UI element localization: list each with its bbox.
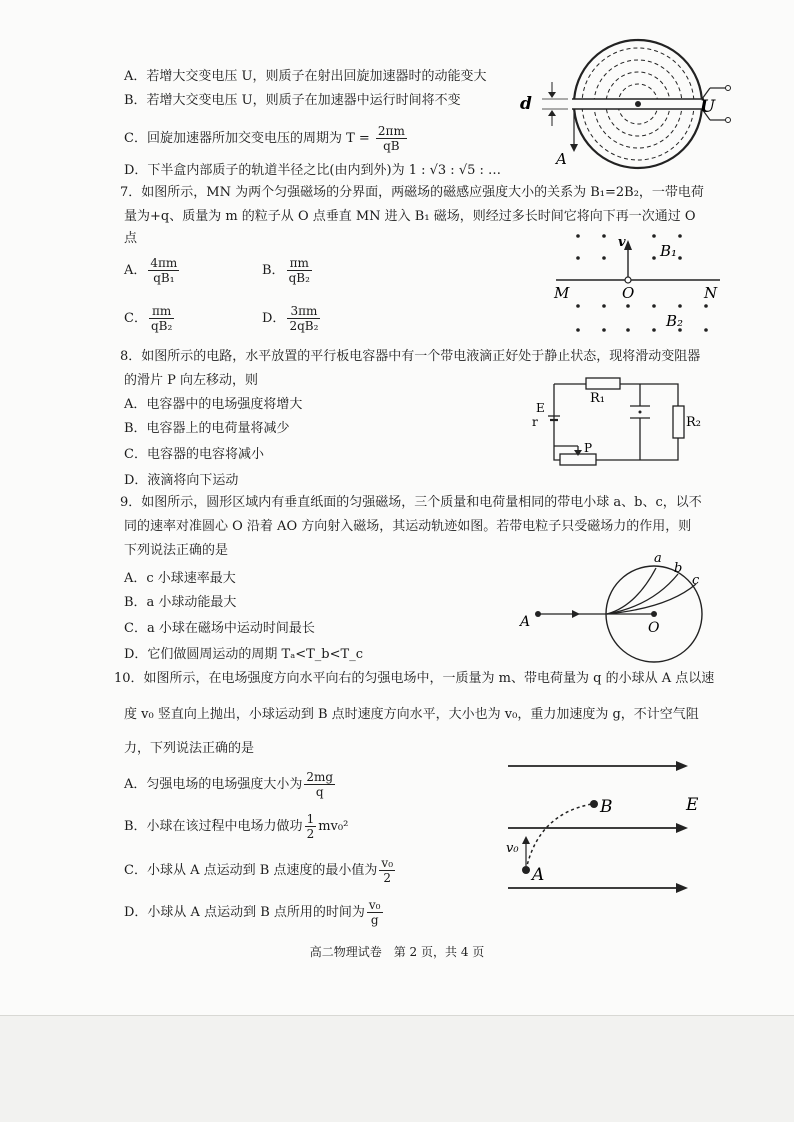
q9-option-b: B．a 小球动能最大: [124, 595, 237, 610]
q10-option-a: [124, 770, 337, 799]
fraction-numerator: 3πm: [287, 304, 320, 319]
q9-stem-3: 下列说法正确的是: [124, 543, 229, 558]
label-c-track: c: [692, 573, 700, 588]
fraction-denominator: 2: [383, 871, 392, 885]
q7-stem-1: 7．如图所示，MN 为两个匀强磁场的分界面，两磁场的磁感应强度大小的关系为 B₁=2B₂，一带电荷: [120, 185, 704, 200]
q7-option-d: [262, 304, 322, 333]
q10-option-d: [124, 898, 385, 927]
option-text-tail: mv₀²: [318, 819, 349, 834]
q7-stem-2: 量为+q、质量为 m 的粒子从 O 点垂直 MN 进入 B₁ 磁场，则经过多长时间它将向下再一次通过 O: [124, 209, 696, 224]
circular-field-figure: [512, 548, 712, 668]
magnetic-boundary-figure: [548, 222, 728, 340]
q6-option-c: [124, 124, 409, 153]
fraction-numerator: v₀: [368, 898, 381, 912]
option-text: D．小球从 A 点运动到 B 点所用的时间为: [124, 905, 365, 920]
q8-option-c: C．电容器的电容将减小: [124, 447, 264, 462]
option-label: B．: [262, 263, 285, 278]
option-text: B．小球在该过程中电场力做功: [124, 819, 303, 834]
fraction-denominator: 2qB₂: [289, 319, 319, 333]
q9-option-d: D．它们做圆周运动的周期 Tₐ<T_b<T_c: [124, 647, 363, 662]
fraction-numerator: πm: [287, 256, 312, 271]
q10-option-c: [124, 856, 397, 885]
label-o-center: O: [648, 620, 660, 636]
label-r: r: [532, 415, 538, 429]
option-label: D．: [262, 311, 286, 326]
option-label: A．: [124, 263, 147, 278]
q8-option-d: D．液滴将向下运动: [124, 473, 239, 488]
fraction-denominator: g: [370, 913, 379, 927]
cyclotron-figure: [512, 38, 742, 178]
fraction-numerator: 4πm: [150, 256, 178, 270]
q7-option-a: [124, 256, 181, 285]
label-v0: v₀: [506, 841, 519, 856]
label-r2: R₂: [686, 415, 701, 430]
fraction-denominator: qB₂: [288, 271, 310, 285]
q7-option-c-fraction: [149, 304, 174, 333]
q9-stem-1: 9．如图所示，圆形区域内有垂直纸面的匀强磁场，三个质量和电荷量相同的带电小球 a、b、c，以不: [120, 495, 702, 510]
fraction-numerator: 1: [306, 812, 315, 826]
q10-option-c-fraction: [379, 856, 395, 885]
q9-stem-2: 同的速率对准圆心 O 沿着 AO 方向射入磁场，其运动轨迹如图。若带电粒子只受磁场力的作用，则: [124, 519, 692, 534]
q6-option-a: A．若增大交变电压 U，则质子在射出回旋加速器时的动能变大: [124, 69, 487, 84]
circuit-figure: [528, 372, 701, 476]
label-p: P: [584, 441, 593, 455]
q7-option-a-fraction: [148, 256, 179, 285]
option-label: C．: [124, 311, 147, 326]
option-text: C．小球从 A 点运动到 B 点速度的最小值为: [124, 863, 378, 878]
q8-stem-2: 的滑片 P 向左移动，则: [124, 373, 259, 388]
label-m: M: [554, 284, 570, 302]
q10-option-a-fraction: [304, 770, 335, 799]
q7-option-d-fraction: [287, 304, 320, 333]
label-a: A: [556, 150, 567, 168]
fraction-denominator: qB: [383, 139, 400, 153]
q10-option-b: [124, 812, 348, 841]
q7-stem-3: 点: [124, 231, 138, 246]
option-text: A．匀强电场的电场强度大小为: [124, 777, 303, 792]
fraction-numerator: v₀: [381, 856, 394, 870]
q10-stem-2: 度 v₀ 竖直向上抛出，小球运动到 B 点时速度方向水平，大小也为 v₀，重力加速度为 g，不计空气阻: [124, 707, 699, 722]
label-a-point: A: [532, 865, 545, 885]
label-u: U: [700, 97, 715, 117]
label-d: d: [520, 94, 532, 114]
q7-option-c: [124, 304, 176, 333]
q6-option-c-fraction: [376, 124, 407, 153]
q10-option-d-fraction: [367, 898, 383, 927]
label-a-track: a: [654, 551, 662, 566]
fraction-denominator: qB₂: [150, 319, 173, 333]
label-r1: R₁: [590, 391, 605, 406]
fraction-numerator: 2mg: [306, 770, 334, 784]
electric-field-figure: [504, 752, 704, 902]
fraction-denominator: 2: [306, 827, 315, 841]
page-footer: 高二物理试卷 第 2 页，共 4 页: [309, 945, 485, 959]
q8-option-b: B．电容器上的电荷量将减少: [124, 421, 290, 436]
q9-option-c: C．a 小球在磁场中运动时间最长: [124, 621, 315, 636]
q7-option-b: [262, 256, 314, 285]
label-e: E: [536, 401, 545, 415]
fraction-denominator: qB₁: [153, 271, 175, 285]
label-b2: B₂: [666, 312, 684, 330]
label-v: v: [618, 235, 626, 250]
label-a-point: A: [520, 614, 531, 630]
q6-option-b: B．若增大交变电压 U，则质子在加速器中运行时间将不变: [124, 93, 461, 108]
q7-option-b-fraction: [287, 256, 312, 285]
fraction-numerator: 2πm: [377, 124, 405, 138]
label-b-track: b: [674, 561, 683, 576]
q8-stem-1: 8．如图所示的电路，水平放置的平行板电容器中有一个带电液滴正好处于静止状态，现将滑动变阻器: [120, 349, 701, 364]
label-b1: B₁: [660, 242, 678, 260]
label-o: O: [622, 284, 635, 302]
q6-option-d: D．下半盒内部质子的轨道半径之比(由内到外)为 1 : √3 : √5 : …: [124, 163, 502, 178]
q10-stem-3: 力，下列说法正确的是: [124, 741, 255, 756]
q8-option-a: A．电容器中的电场强度将增大: [124, 397, 303, 412]
q10-stem-1: 10．如图所示，在电场强度方向水平向右的匀强电场中，一质量为 m、带电荷量为 q 的小球从 A 点以速: [114, 671, 715, 686]
q6-option-c-text: C．回旋加速器所加交变电压的周期为 T =: [124, 131, 370, 146]
fraction-numerator: πm: [149, 304, 174, 319]
label-e-field: E: [686, 795, 699, 815]
fraction-denominator: q: [315, 785, 324, 799]
q9-option-a: A．c 小球速率最大: [124, 571, 236, 586]
label-b-point: B: [600, 797, 613, 817]
q10-option-b-fraction: [305, 812, 317, 841]
label-n: N: [704, 284, 718, 302]
